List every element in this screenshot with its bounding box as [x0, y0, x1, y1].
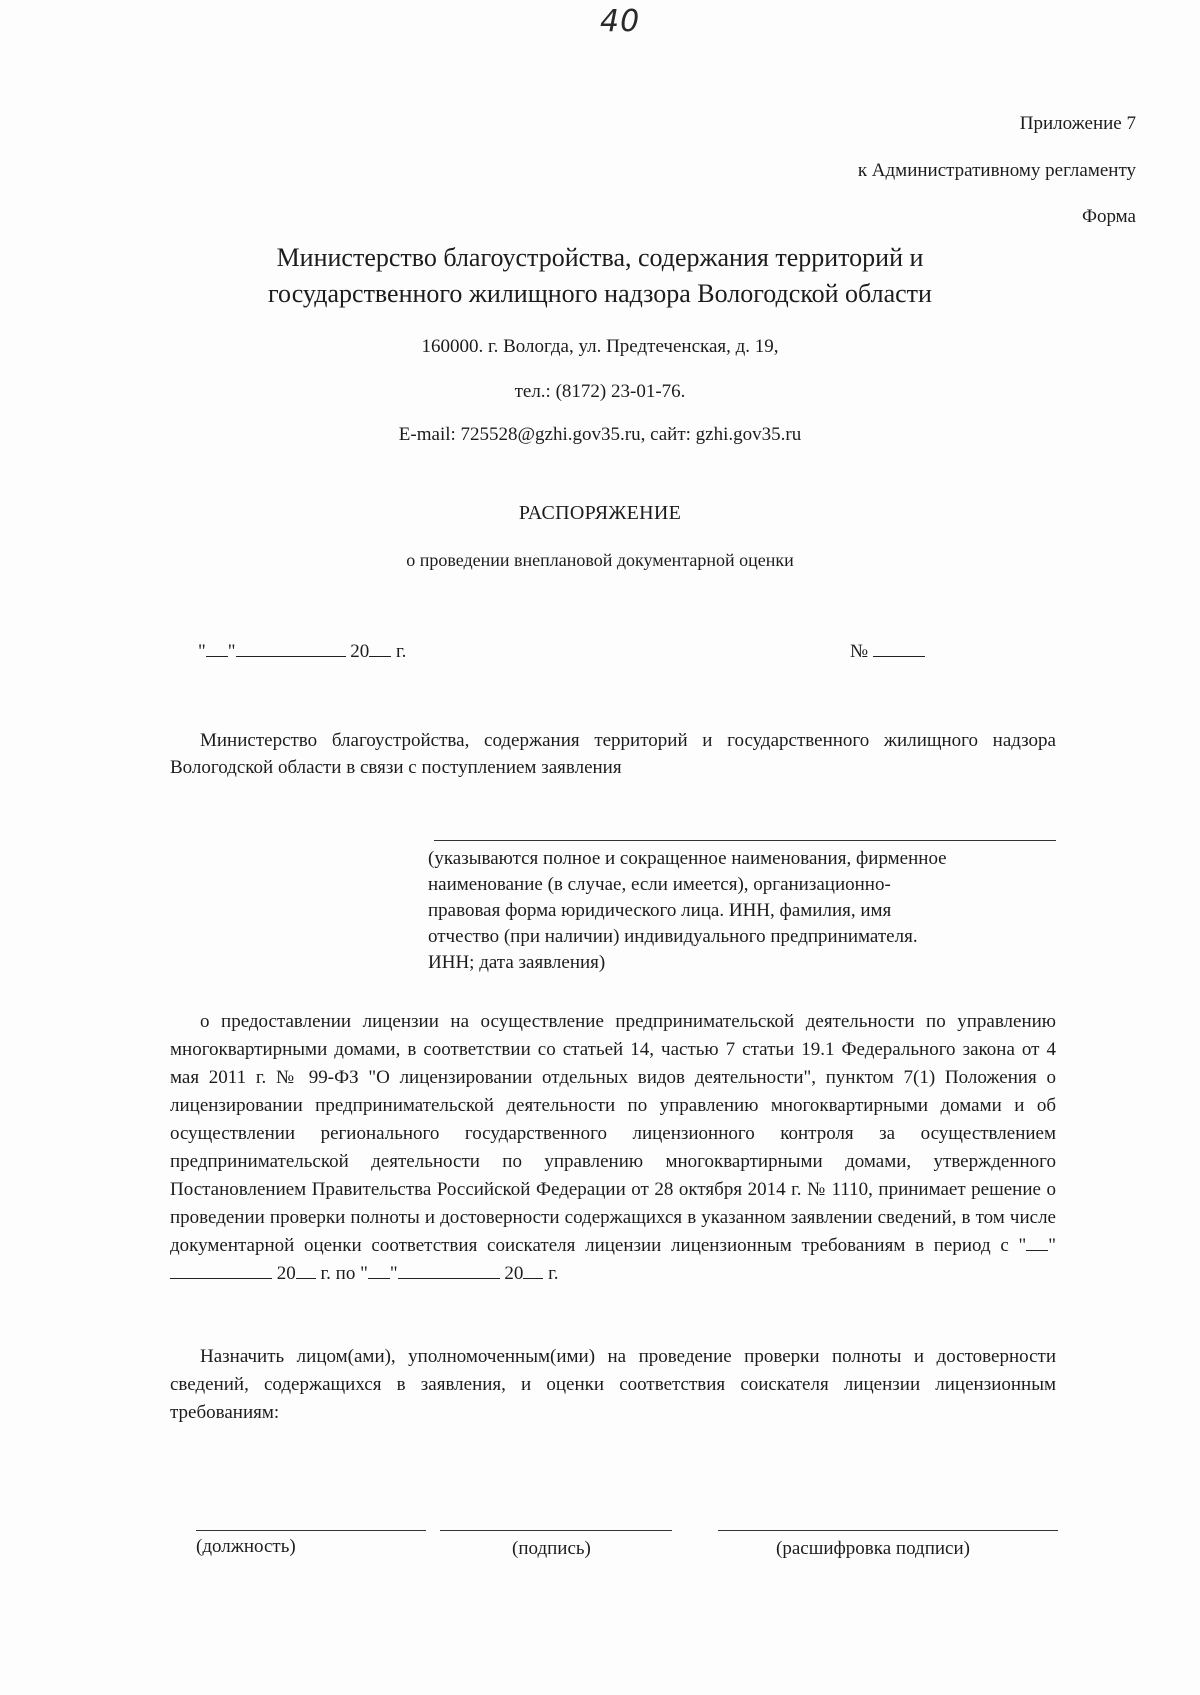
year-blank	[369, 640, 391, 657]
regulation-label: к Административному регламенту	[857, 160, 1136, 181]
organization-name	[0, 240, 1200, 312]
intro-paragraph: Министерство благоустройства, содержания территорий и государственного жилищного надзора Вологодской области в связи с поступлением заявления	[170, 730, 1056, 778]
period-end-open-quote: "	[360, 1263, 368, 1284]
applicant-line	[434, 840, 1056, 841]
day-blank	[206, 640, 228, 657]
year-prefix: 20	[350, 641, 370, 662]
document-title: РАСПОРЯЖЕНИЕ	[518, 502, 682, 524]
period-end-year: 20	[504, 1263, 524, 1284]
period-end-close-quote: "	[389, 1263, 398, 1284]
number-blank	[873, 640, 925, 657]
document-subtitle: о проведении внеплановой документарной оценки	[406, 550, 794, 570]
date-close-quote: "	[227, 641, 236, 662]
period-start-day-blank	[1026, 1234, 1048, 1251]
decoding-caption: (расшифровка подписи)	[776, 1538, 970, 1559]
organization-contacts: E-mail: 725528@gzhi.gov35.ru, сайт: gzhi.gov35.ru	[398, 424, 802, 445]
period-end-month-blank	[398, 1262, 500, 1279]
main-paragraph	[170, 1008, 1056, 1288]
organization-name-line-2: государственного жилищного надзора Вологодской области	[268, 279, 932, 308]
signature-caption: (подпись)	[512, 1538, 591, 1559]
signature-line	[440, 1530, 672, 1531]
period-start-year: 20	[276, 1263, 296, 1284]
period-start-year-blank	[296, 1262, 316, 1279]
period-start-month-blank	[170, 1262, 272, 1279]
position-line	[196, 1530, 426, 1531]
period-end-day-blank	[368, 1262, 390, 1279]
year-suffix: г.	[396, 641, 407, 662]
decoding-line	[718, 1530, 1058, 1531]
organization-address: 160000. г. Вологда, ул. Предтеченская, д. 19,	[421, 336, 779, 357]
period-end-year-blank	[523, 1262, 543, 1279]
hint-line: ИНН; дата заявления)	[428, 952, 606, 973]
month-blank	[236, 640, 346, 657]
page-number: 40	[600, 4, 641, 39]
position-caption: (должность)	[196, 1536, 296, 1557]
hint-line: отчество (при наличии) индивидуального предпринимателя.	[428, 926, 918, 947]
number-sign: №	[850, 641, 869, 662]
applicant-hint	[428, 846, 1056, 976]
organization-name-line-1: Министерство благоустройства, содержания территорий и	[276, 243, 924, 272]
hint-line: (указываются полное и сокращенное наименования, фирменное	[428, 848, 947, 869]
date-field	[198, 640, 406, 663]
main-text: о предоставлении лицензии на осуществление предпринимательской деятельности по управлению многоквартирными домами, в соответствии со статьей 14, частью 7 статьи 19.1 Федерального закона от 4 мая 2011 г. № 99-ФЗ "О лицензировании отдельных видов деятельности", пунктом 7(1) Положения о лицензировании предпринимательской деятельности по управлению многоквартирными домами и об осуществлении регионального государственного лицензионного контроля за осуществлением предпринимательской деятельности по управлению многоквартирными домами, утвержденного Постановлением Правительства Российской Федерации от 28 октября 2014 г. № 1110, принимает решение о проведении проверки полноты и достоверности содержащихся в указанном заявлении сведений, в том числе документарной оценки соответствия соискателя лицензии лицензионным требованиям в период с	[170, 1011, 1056, 1256]
form-label: Форма	[1081, 206, 1136, 227]
appoint-paragraph: Назначить лицом(ами), уполномоченным(ими) на проведение проверки полноты и достоверности сведений, содержащихся в заявления, и оценки соответствия соискателя лицензии лицензионным требованиям:	[170, 1346, 1056, 1423]
period-open-quote: "	[1018, 1235, 1027, 1256]
appendix-label: Приложение 7	[1019, 113, 1136, 134]
hint-line: правовая форма юридического лица. ИНН, фамилия, имя	[428, 900, 892, 921]
number-field	[850, 640, 925, 663]
date-open-quote: "	[198, 641, 206, 662]
period-end-suffix: г.	[548, 1263, 559, 1284]
organization-phone: тел.: (8172) 23-01-76.	[514, 381, 686, 402]
period-close-quote: "	[1048, 1235, 1056, 1256]
period-separator: г. по	[320, 1263, 356, 1284]
hint-line: наименование (в случае, если имеется), организационно-	[428, 874, 891, 895]
